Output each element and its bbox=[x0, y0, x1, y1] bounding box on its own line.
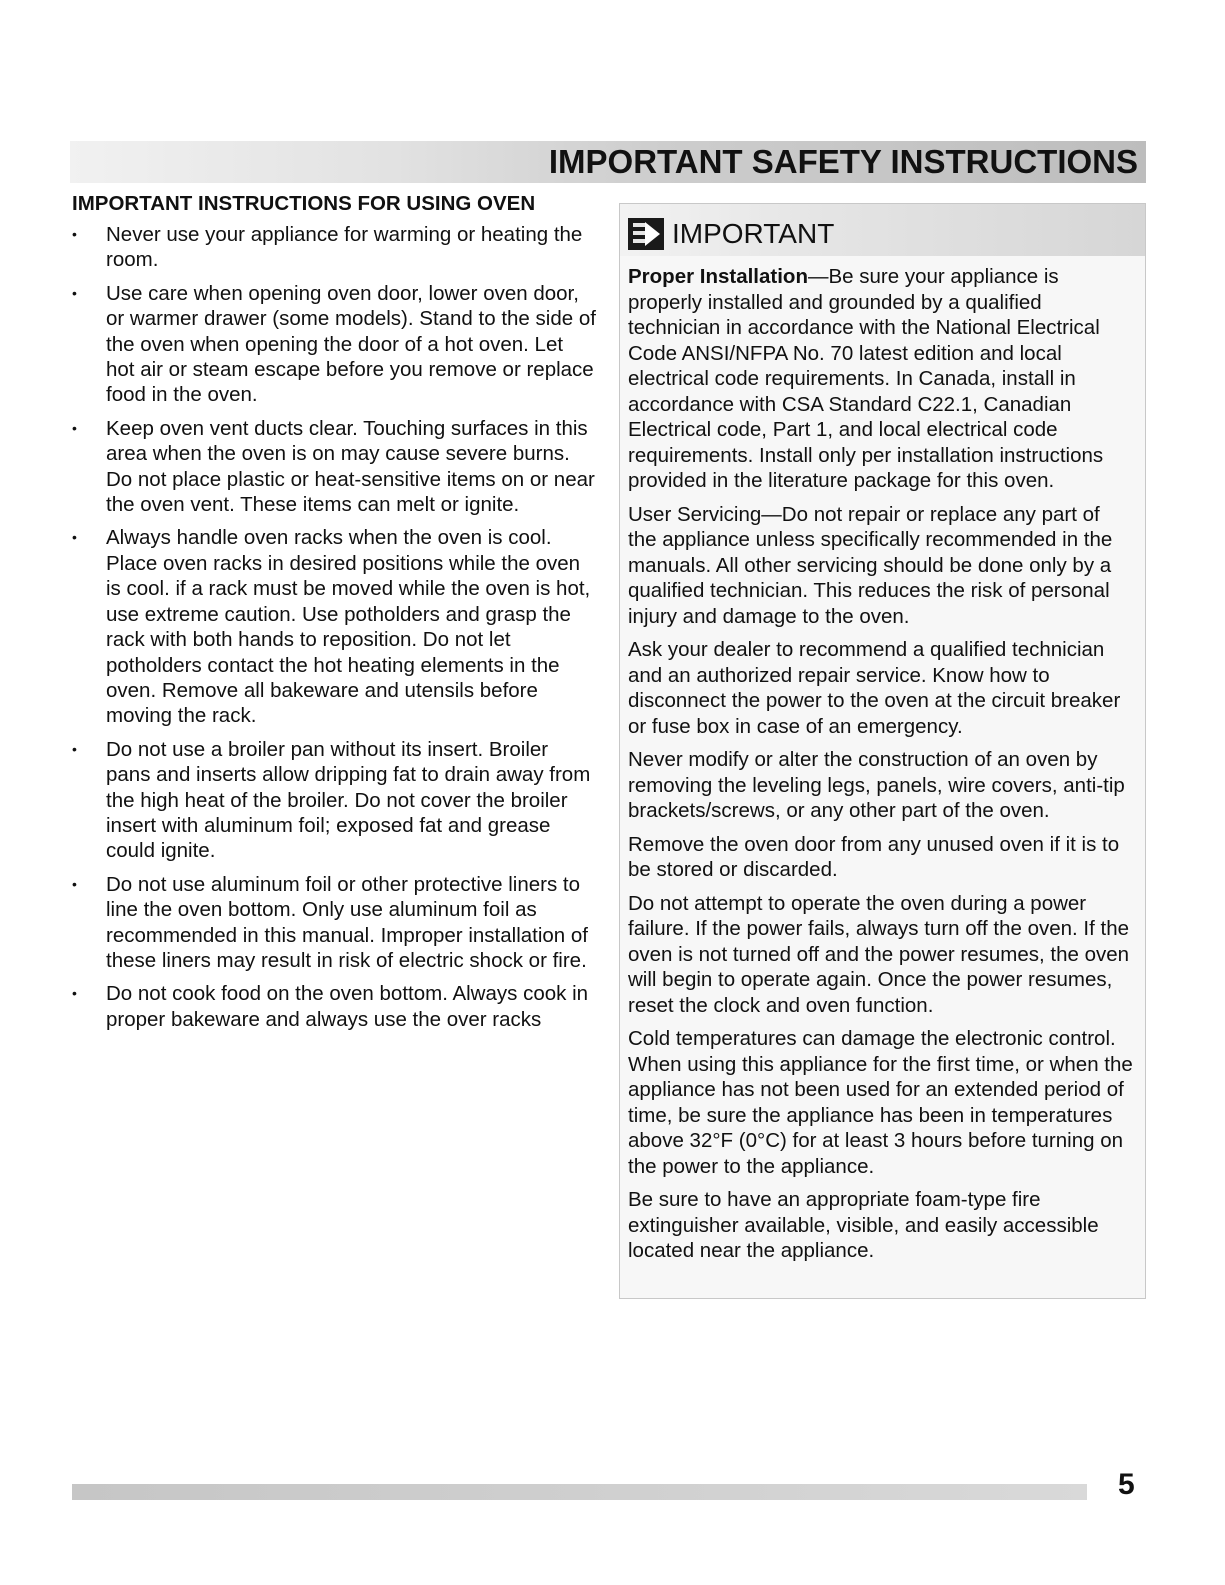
lead-label: Proper Installation bbox=[628, 265, 808, 288]
list-item-text: Always handle oven racks when the oven is cool. Place oven racks in desired positions while the oven is cool. if a rack must be moved while the oven is hot, use extreme caution. Use potholders and grasp the rack with both hands to reposition. Do not let potholders contact the hot heating elements in the oven. Remove all bakeware and utensils before moving the rack. bbox=[106, 526, 591, 728]
bullet-icon: • bbox=[72, 985, 77, 1002]
paragraph: Cold temperatures can damage the electronic control. When using this appliance for the first time, or when the appliance has not been used for an extended period of time, be sure the appliance has been in temperatures above 32°F (0°C) for at least 3 hours before turning on the power to the appliance. bbox=[628, 1027, 1133, 1178]
list-item bbox=[72, 222, 597, 273]
list-item bbox=[72, 737, 597, 864]
important-box-title: IMPORTANT bbox=[672, 218, 835, 249]
list-item bbox=[72, 416, 597, 518]
important-box-header bbox=[620, 204, 1145, 256]
bullet-icon: • bbox=[72, 740, 77, 757]
paragraph: Do not attempt to operate the oven during a power failure. If the power fails, always turn off the oven. If the oven is not turned off and the power resumes, the oven will begin to operate again. Once the power resumes, reset the clock and oven function. bbox=[628, 891, 1130, 1017]
bullet-icon: • bbox=[72, 529, 77, 546]
paragraph-proper-installation bbox=[628, 264, 1133, 494]
list-item-text: Use care when opening oven door, lower oven door, or warmer drawer (some models). Stand to the side of the oven when opening the door of a hot oven. Let hot air or steam escape before you remove or replace food in the oven. bbox=[106, 281, 596, 407]
list-item-text: Do not use aluminum foil or other protective liners to line the oven bottom. Only use aluminum foil as recommended in this manual. Improper installation of these liners may result in risk of electric shock or fire. bbox=[106, 872, 588, 972]
page-number: 5 bbox=[1118, 1468, 1135, 1501]
paragraph: Remove the oven door from any unused oven if it is to be stored or discarded. bbox=[628, 832, 1120, 881]
list-item-text: Never use your appliance for warming or heating the room. bbox=[106, 223, 583, 272]
list-item-text: Do not cook food on the oven bottom. Always cook in proper bakeware and always use the over racks bbox=[106, 982, 589, 1031]
list-item-text: Keep oven vent ducts clear. Touching surfaces in this area when the oven is on may cause severe burns. Do not place plastic or heat-sensitive items on or near the oven vent. These items can melt or ignite. bbox=[106, 416, 595, 517]
left-column bbox=[72, 190, 597, 1040]
left-heading: IMPORTANT INSTRUCTIONS FOR USING OVEN bbox=[72, 192, 536, 215]
paragraph: Never modify or alter the construction of an oven by removing the leveling legs, panels, wire covers, anti-tip brackets/screws, or any other part of the oven. bbox=[628, 748, 1125, 822]
important-box-body bbox=[620, 256, 1145, 1264]
list-item bbox=[72, 981, 597, 1032]
list-item-text: Do not use a broiler pan without its insert. Broiler pans and inserts allow dripping fat to drain away from the high heat of the broiler. Do not cover the broiler insert with aluminum foil; exposed fat and grease could ignite. bbox=[106, 737, 591, 863]
paragraph: Be sure to have an appropriate foam-type fire extinguisher available, visible, and easily accessible located near the appliance. bbox=[628, 1188, 1099, 1262]
bullet-icon: • bbox=[72, 419, 77, 436]
paragraph: User Servicing—Do not repair or replace any part of the appliance unless specifically recommended in the manuals. All other servicing should be done only by a qualified technician. This reduces the risk of personal injury and damage to the oven. bbox=[628, 502, 1113, 628]
list-item bbox=[72, 281, 597, 408]
page-title: IMPORTANT SAFETY INSTRUCTIONS bbox=[548, 143, 1138, 180]
important-box bbox=[619, 203, 1146, 1299]
footer-bar bbox=[72, 1484, 1087, 1500]
bullet-icon: • bbox=[72, 226, 77, 242]
list-item bbox=[72, 525, 597, 728]
section-header-bar bbox=[70, 141, 1146, 183]
bullet-icon: • bbox=[72, 284, 77, 301]
instruction-list bbox=[72, 222, 597, 1032]
lead-text: —Be sure your appliance is properly installed and grounded by a qualified technician in accordance with the National Electrical Code ANSI/NFPA No. 70 latest edition and local electrical code requirements. In Canada, install in accordance with CSA Standard C22.1, Canadian Electrical code, Part 1, and local electrical code requirements. Install only per installation instructions provided in the literature package for this oven. bbox=[628, 265, 1104, 492]
arrow-right-icon bbox=[628, 218, 664, 250]
list-item bbox=[72, 872, 597, 974]
bullet-icon: • bbox=[72, 875, 77, 892]
paragraph: Ask your dealer to recommend a qualified technician and an authorized repair service. Know how to disconnect the power to the oven at the circuit breaker or fuse box in case of an emergency. bbox=[628, 638, 1121, 738]
